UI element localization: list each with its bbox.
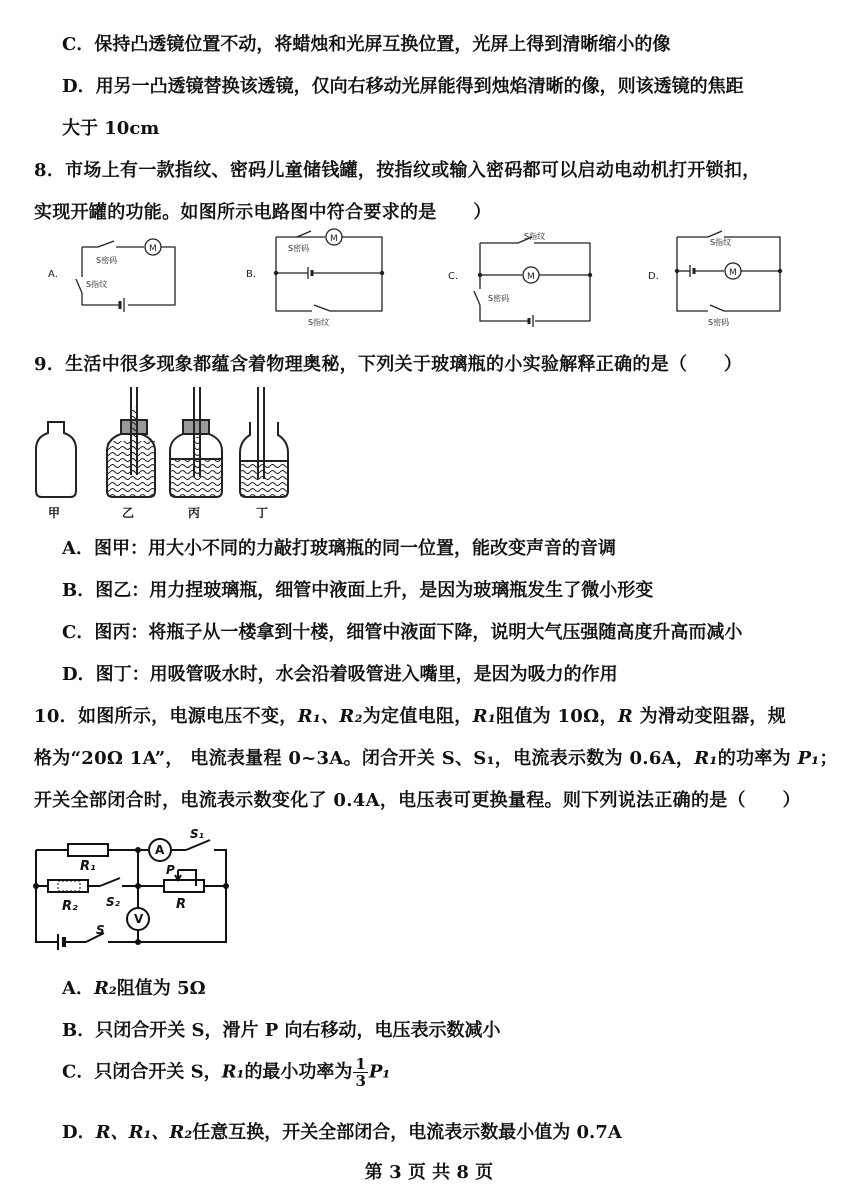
q7-option-d-line1: D．用另一凸透镜替换该透镜，仅向右移动光屏能得到烛焰清晰的像，则该透镜的焦距 bbox=[62, 76, 744, 97]
q8-circuit-diagrams bbox=[0, 225, 858, 330]
fig-label-yi: 乙 bbox=[122, 506, 135, 520]
s-password-b: S密码 bbox=[288, 244, 310, 253]
label-p: P bbox=[166, 863, 175, 877]
q10-option-c: C．只闭合开关 S，R₁的最小功率为 $\frac{1}{3}$ P₁ bbox=[62, 1055, 391, 1090]
q7-option-d-line2: 大于 10cm bbox=[62, 118, 160, 139]
q10-stem-line2: 格为“20Ω 1A”， 电流表量程 0~3A。闭合开关 S、S₁，电流表示数为 0.6A，R₁的功率为 P₁； bbox=[34, 748, 838, 769]
bottle-ding bbox=[240, 387, 288, 497]
s-fingerprint-a: S指纹 bbox=[86, 280, 108, 289]
q9-bottle-figures bbox=[0, 385, 858, 525]
ammeter-icon: A bbox=[155, 843, 165, 857]
circuit-c bbox=[474, 237, 590, 327]
motor-a: M bbox=[149, 244, 157, 254]
s-fingerprint-d: S指纹 bbox=[710, 238, 732, 247]
s-password-c: S密码 bbox=[488, 294, 510, 303]
fig-label-bing: 丙 bbox=[188, 506, 201, 520]
label-s1: S₁ bbox=[190, 827, 204, 841]
q9-option-d: D．图丁：用吸管吸水时，水会沿着吸管进入嘴里，是因为吸力的作用 bbox=[62, 664, 618, 685]
voltmeter-icon: V bbox=[134, 912, 144, 926]
circuit-b-label: B． bbox=[246, 269, 263, 280]
fraction-one-third: $\frac{1}{3}$ bbox=[355, 1055, 366, 1090]
q10-stem-line3: 开关全部闭合时，电流表示数变化了 0.4A，电压表可更换量程。则下列说法正确的是（ ） bbox=[34, 790, 801, 811]
page-footer: 第 3 页 共 8 页 bbox=[364, 1162, 494, 1183]
s-fingerprint-b: S指纹 bbox=[308, 318, 330, 327]
bottle-bing bbox=[170, 387, 222, 497]
q10-option-a: A．R₂阻值为 5Ω bbox=[62, 978, 206, 999]
label-r: R bbox=[176, 897, 187, 912]
label-s: S bbox=[96, 923, 105, 937]
q8-stem-line2: 实现开罐的功能。如图所示电路图中符合要求的是 ） bbox=[34, 202, 492, 223]
s-password-d: S密码 bbox=[708, 318, 730, 327]
q9-stem: 9．生活中很多现象都蕴含着物理奥秘，下列关于玻璃瓶的小实验解释正确的是（ ） bbox=[34, 354, 743, 375]
q10-circuit-diagram bbox=[0, 820, 260, 950]
fig-label-jia: 甲 bbox=[48, 506, 61, 520]
q8-stem-line1: 8．市场上有一款指纹、密码儿童储钱罐，按指纹或输入密码都可以启动电动机打开锁扣， bbox=[34, 160, 761, 181]
circuit-a bbox=[76, 239, 175, 312]
fig-label-ding: 丁 bbox=[256, 506, 269, 520]
q10-option-b: B．只闭合开关 S，滑片 P 向右移动，电压表示数减小 bbox=[62, 1020, 501, 1041]
circuit-c-label: C． bbox=[448, 271, 465, 282]
q9-option-b: B．图乙：用力捏玻璃瓶，细管中液面上升，是因为玻璃瓶发生了微小形变 bbox=[62, 580, 654, 601]
s-password-a: S密码 bbox=[96, 256, 118, 265]
q9-option-c: C．图丙：将瓶子从一楼拿到十楼，细管中液面下降，说明大气压强随高度升高而减小 bbox=[62, 622, 743, 643]
label-r1: R₁ bbox=[80, 859, 96, 874]
s-fingerprint-c: S指纹 bbox=[524, 232, 546, 241]
q10-stem-line1: 10．如图所示，电源电压不变，R₁、R₂为定值电阻，R₁阻值为 10Ω，R 为滑动变阻器，规 bbox=[34, 706, 786, 727]
label-r2: R₂ bbox=[62, 899, 78, 914]
circuit-d-label: D． bbox=[648, 271, 666, 282]
bottle-yi bbox=[107, 387, 155, 497]
circuit-a-label: A． bbox=[48, 269, 65, 280]
q7-option-c: C．保持凸透镜位置不动，将蜡烛和光屏互换位置，光屏上得到清晰缩小的像 bbox=[62, 34, 671, 55]
q10-option-d: D．R、R₁、R₂任意互换，开关全部闭合，电流表示数最小值为 0.7A bbox=[62, 1122, 622, 1143]
motor-d: M bbox=[729, 268, 737, 278]
label-s2: S₂ bbox=[106, 895, 120, 909]
bottle-jia bbox=[36, 422, 76, 497]
motor-c: M bbox=[527, 272, 535, 282]
circuit-b bbox=[276, 229, 382, 311]
motor-b: M bbox=[330, 234, 338, 244]
q9-option-a: A．图甲：用大小不同的力敲打玻璃瓶的同一位置，能改变声音的音调 bbox=[62, 538, 616, 559]
